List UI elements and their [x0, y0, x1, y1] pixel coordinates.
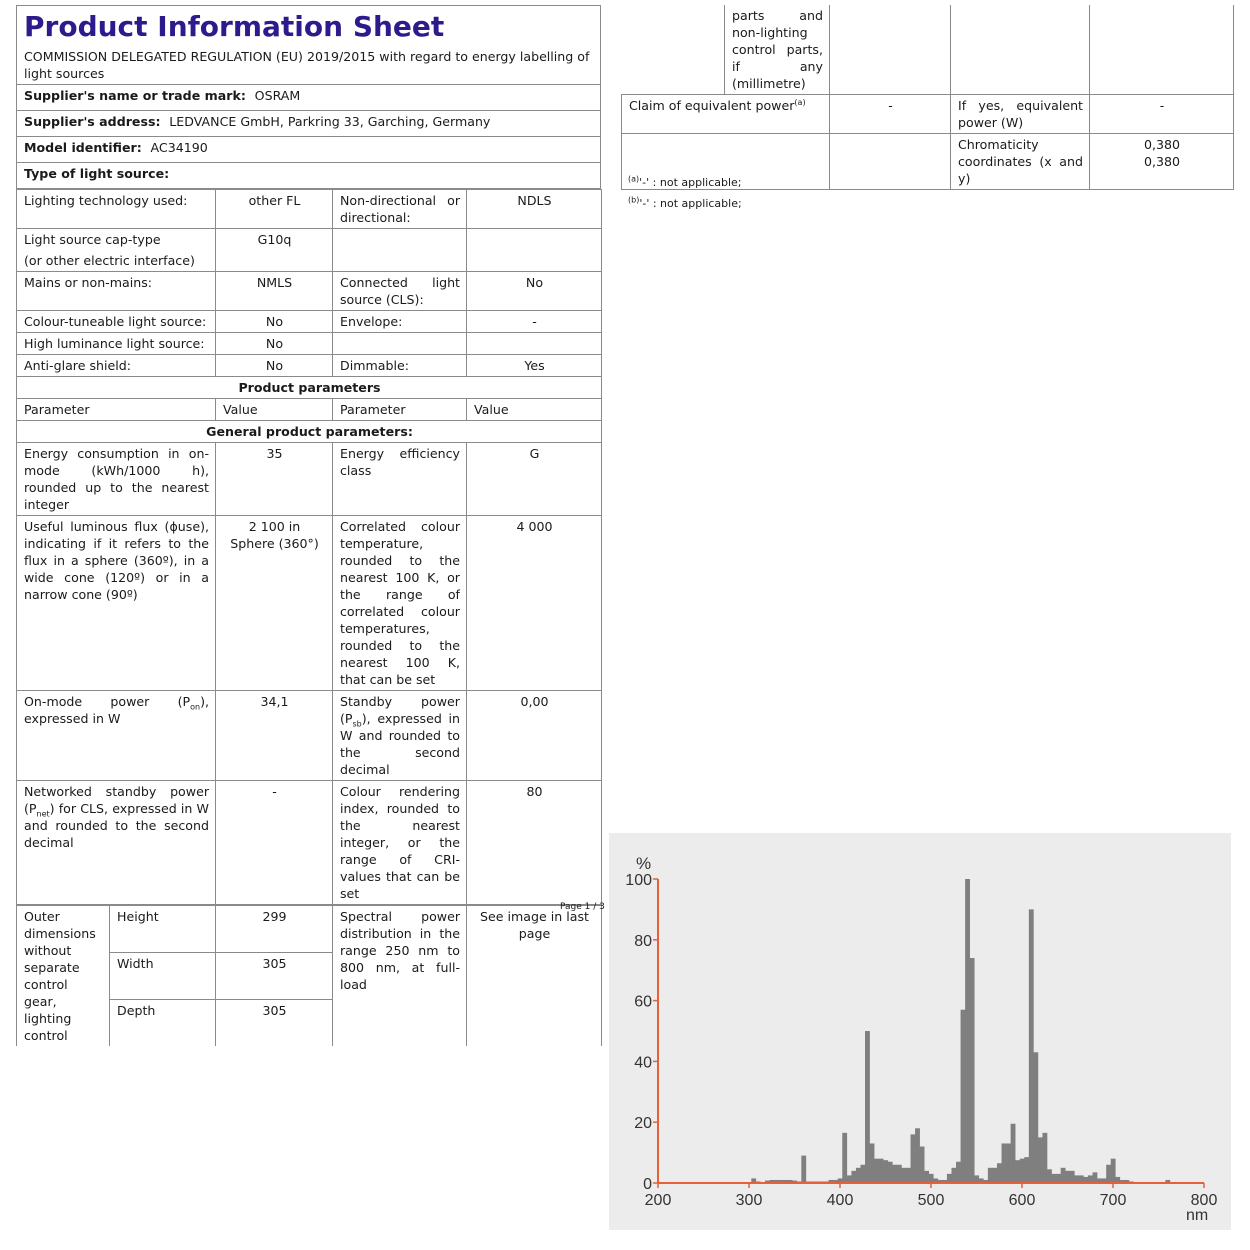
envelope-value: - — [467, 311, 602, 333]
cct-value: 4 000 — [467, 516, 602, 691]
cap-label: Light source cap-type (or other electric interface) — [17, 229, 216, 272]
col-header-param: Parameter — [17, 399, 216, 421]
spectrum-bar — [865, 1031, 870, 1183]
spectrum-bar — [1020, 1159, 1025, 1183]
spectrum-bar — [1015, 1160, 1020, 1183]
spectrum-bar — [915, 1128, 920, 1183]
dimmable-label: Dimmable: — [333, 355, 467, 377]
y-tick-label: 20 — [634, 1115, 652, 1133]
spectrum-bar — [956, 1162, 961, 1183]
col-header-param: Parameter — [333, 399, 467, 421]
y-tick-label: 100 — [625, 872, 652, 889]
spectrum-bar — [961, 1010, 966, 1183]
spectrum-bar — [929, 1174, 934, 1183]
dimensions-table — [16, 905, 602, 1046]
spectrum-bar — [951, 1168, 956, 1183]
y-tick-label: 0 — [643, 1176, 652, 1193]
equiv-power-value: - — [1090, 95, 1234, 134]
cls-value: No — [467, 272, 602, 311]
spectrum-bar — [860, 1165, 865, 1183]
depth-label: Depth — [110, 1000, 216, 1047]
type-label: Type of light source: — [17, 163, 601, 189]
psb-value: 0,00 — [467, 691, 602, 781]
spectrum-bar — [1056, 1174, 1061, 1183]
high-lum-value: No — [216, 333, 333, 355]
spectrum-bar — [874, 1159, 879, 1183]
cri-value: 80 — [467, 781, 602, 905]
spectral-bars — [751, 879, 1170, 1183]
flux-label: Useful luminous flux (ϕuse), indicating if it refers to the flux in a sphere (360º), in a wide cone (120º) or in a narrow cone (90º) — [17, 516, 216, 691]
cap-value: G10q — [216, 229, 333, 272]
spectrum-bar — [947, 1174, 952, 1183]
page-number: Page 1 / 3 — [560, 902, 605, 912]
col-header-value: Value — [467, 399, 602, 421]
x-tick-label: 200 — [644, 1192, 672, 1209]
spectrum-bar — [1033, 1052, 1038, 1183]
footnote-a: $^{(a)}$'-' : not applicable; — [628, 174, 742, 189]
spectrum-bar — [1070, 1171, 1075, 1183]
efficiency-label: Energy efficiency class — [333, 443, 467, 516]
supplier-name-row: Supplier's name or trade mark: OSRAM — [17, 85, 601, 111]
x-axis-label: nm — [1186, 1207, 1209, 1224]
spectrum-bar — [847, 1175, 852, 1183]
antiglare-label: Anti-glare shield: — [17, 355, 216, 377]
pnet-label: Networked standby power $(P_{net})$ for CLS, expressed in W and rounded to the second decimal — [17, 781, 216, 905]
width-value: 305 — [216, 953, 333, 1000]
flux-value: 2 100 in Sphere (360°) — [216, 516, 333, 691]
light-source-table — [16, 189, 602, 905]
height-value: 299 — [216, 906, 333, 953]
footnotes — [628, 172, 742, 214]
continuation-label: parts and non-lighting control parts, if any (millimetre) — [725, 5, 830, 95]
spectrum-bar — [1074, 1175, 1079, 1183]
spd-value: See image in last page — [467, 906, 602, 1047]
high-lum-label: High luminance light source: — [17, 333, 216, 355]
spectrum-bar — [1029, 909, 1034, 1183]
model-identifier: AC34190 — [150, 140, 208, 155]
spectrum-bar — [1111, 1159, 1116, 1183]
chroma-label: Chromaticity coordinates (x and y) — [951, 134, 1090, 190]
tech-label: Lighting technology used: — [17, 190, 216, 229]
supplier-address: LEDVANCE GmbH, Parkring 33, Garching, Germany — [169, 114, 491, 129]
spectrum-bar — [897, 1165, 902, 1183]
energy-label: Energy consumption in on-mode (kWh/1000 h), rounded up to the nearest integer — [17, 443, 216, 516]
supplier-address-row: Supplier's address: LEDVANCE GmbH, Parkring 33, Garching, Germany — [17, 111, 601, 137]
equiv-power-label: If yes, equivalent power (W) — [951, 95, 1090, 134]
spectrum-bar — [924, 1171, 929, 1183]
supplier-table — [16, 84, 601, 189]
supplier-name: OSRAM — [254, 88, 301, 103]
col-header-value: Value — [216, 399, 333, 421]
cct-label: Correlated colour temperature, rounded to the nearest 100 K, or the range of correlated colour temperatures, rounded to the nearest 100 K, that can be set — [333, 516, 467, 691]
spectral-chart — [609, 833, 1231, 1230]
equiv-label: Claim of equivalent power$^{(a)}$ — [622, 95, 830, 134]
spectrum-bar — [906, 1168, 911, 1183]
spectrum-bar — [992, 1168, 997, 1183]
directional-label: Non-directional or directional: — [333, 190, 467, 229]
spectrum-bar — [801, 1156, 806, 1183]
spectrum-bar — [1061, 1168, 1066, 1183]
dimmable-value: Yes — [467, 355, 602, 377]
spectrum-bar — [870, 1143, 875, 1183]
tuneable-value: No — [216, 311, 333, 333]
x-tick-label: 800 — [1190, 1192, 1218, 1209]
spectrum-bar — [1079, 1175, 1084, 1183]
y-axis-label: % — [636, 854, 652, 873]
spectrum-bar — [911, 1134, 916, 1183]
spectrum-bar — [851, 1171, 856, 1183]
spectrum-bar — [1024, 1157, 1029, 1183]
spd-label: Spectral power distribution in the range 250 nm to 800 nm, at full-load — [333, 906, 467, 1047]
psb-label: Standby power $(P_{sb})$, expressed in W and rounded to the second decimal — [333, 691, 467, 781]
spectrum-bar — [883, 1160, 888, 1183]
pon-value: 34,1 — [216, 691, 333, 781]
spectrum-bar — [888, 1162, 893, 1183]
spectrum-bar — [1042, 1133, 1047, 1183]
mains-label: Mains or non-mains: — [17, 272, 216, 311]
tuneable-label: Colour-tuneable light source: — [17, 311, 216, 333]
spectrum-bar — [1011, 1124, 1016, 1183]
spectrum-bar — [1006, 1143, 1011, 1183]
spectrum-bar — [997, 1163, 1002, 1183]
equiv-value: - — [830, 95, 951, 134]
y-tick-label: 80 — [634, 932, 652, 950]
spectrum-bar — [965, 879, 970, 1183]
spectrum-bar — [970, 958, 975, 1183]
dims-label: Outer dimensions without separate control gear, lighting control — [17, 906, 110, 1047]
cri-label: Colour rendering index, rounded to the nearest integer, or the range of CRI-values that can be set — [333, 781, 467, 905]
spectrum-bar — [1052, 1174, 1057, 1183]
efficiency-value: G — [467, 443, 602, 516]
spectrum-bar — [901, 1168, 906, 1183]
product-params-heading: Product parameters — [17, 377, 602, 399]
directional-value: NDLS — [467, 190, 602, 229]
spectrum-bar — [1047, 1169, 1052, 1183]
y-tick-label: 40 — [634, 1054, 652, 1072]
pon-label: On-mode power $(P_{on})$, expressed in W — [17, 691, 216, 781]
spectrum-bar — [856, 1168, 861, 1183]
general-params-heading: General product parameters: — [17, 421, 602, 443]
continuation-table — [621, 5, 1234, 190]
sheet-header — [16, 5, 601, 84]
spectrum-bar — [920, 1147, 925, 1183]
regulation-text: COMMISSION DELEGATED REGULATION (EU) 2019/2015 with regard to energy labelling of light sources — [24, 49, 590, 81]
page-1 — [16, 5, 601, 1046]
footnote-b: $^{(b)}$'-' : not applicable; — [628, 195, 742, 210]
y-tick-label: 60 — [634, 993, 652, 1011]
chroma-value: 0,380 0,380 — [1090, 134, 1234, 190]
spectrum-bar — [842, 1133, 847, 1183]
pnet-value: - — [216, 781, 333, 905]
energy-value: 35 — [216, 443, 333, 516]
antiglare-value: No — [216, 355, 333, 377]
spectrum-bar — [1038, 1137, 1043, 1183]
depth-value: 305 — [216, 1000, 333, 1047]
x-tick-label: 700 — [1099, 1192, 1127, 1209]
spectrum-bar — [1002, 1143, 1007, 1183]
spectrum-bar — [892, 1165, 897, 1183]
envelope-label: Envelope: — [333, 311, 467, 333]
spectrum-bar — [988, 1168, 993, 1183]
spectral-chart-svg — [609, 833, 1231, 1230]
spectrum-bar — [1065, 1171, 1070, 1183]
tech-value: other FL — [216, 190, 333, 229]
x-tick-label: 300 — [735, 1192, 763, 1209]
x-tick-label: 600 — [1008, 1192, 1036, 1209]
width-label: Width — [110, 953, 216, 1000]
spectrum-bar — [1106, 1165, 1111, 1183]
spectrum-bar — [1088, 1175, 1093, 1183]
height-label: Height — [110, 906, 216, 953]
x-tick-label: 400 — [826, 1192, 854, 1209]
spectrum-bar — [879, 1159, 884, 1183]
page-title: Product Information Sheet — [24, 10, 445, 43]
spectrum-bar — [1093, 1172, 1098, 1183]
mains-value: NMLS — [216, 272, 333, 311]
x-tick-label: 500 — [917, 1192, 945, 1209]
spectrum-bar — [974, 1175, 979, 1183]
cls-label: Connected light source (CLS): — [333, 272, 467, 311]
model-row: Model identifier: AC34190 — [17, 137, 601, 163]
page-2 — [621, 5, 1233, 190]
